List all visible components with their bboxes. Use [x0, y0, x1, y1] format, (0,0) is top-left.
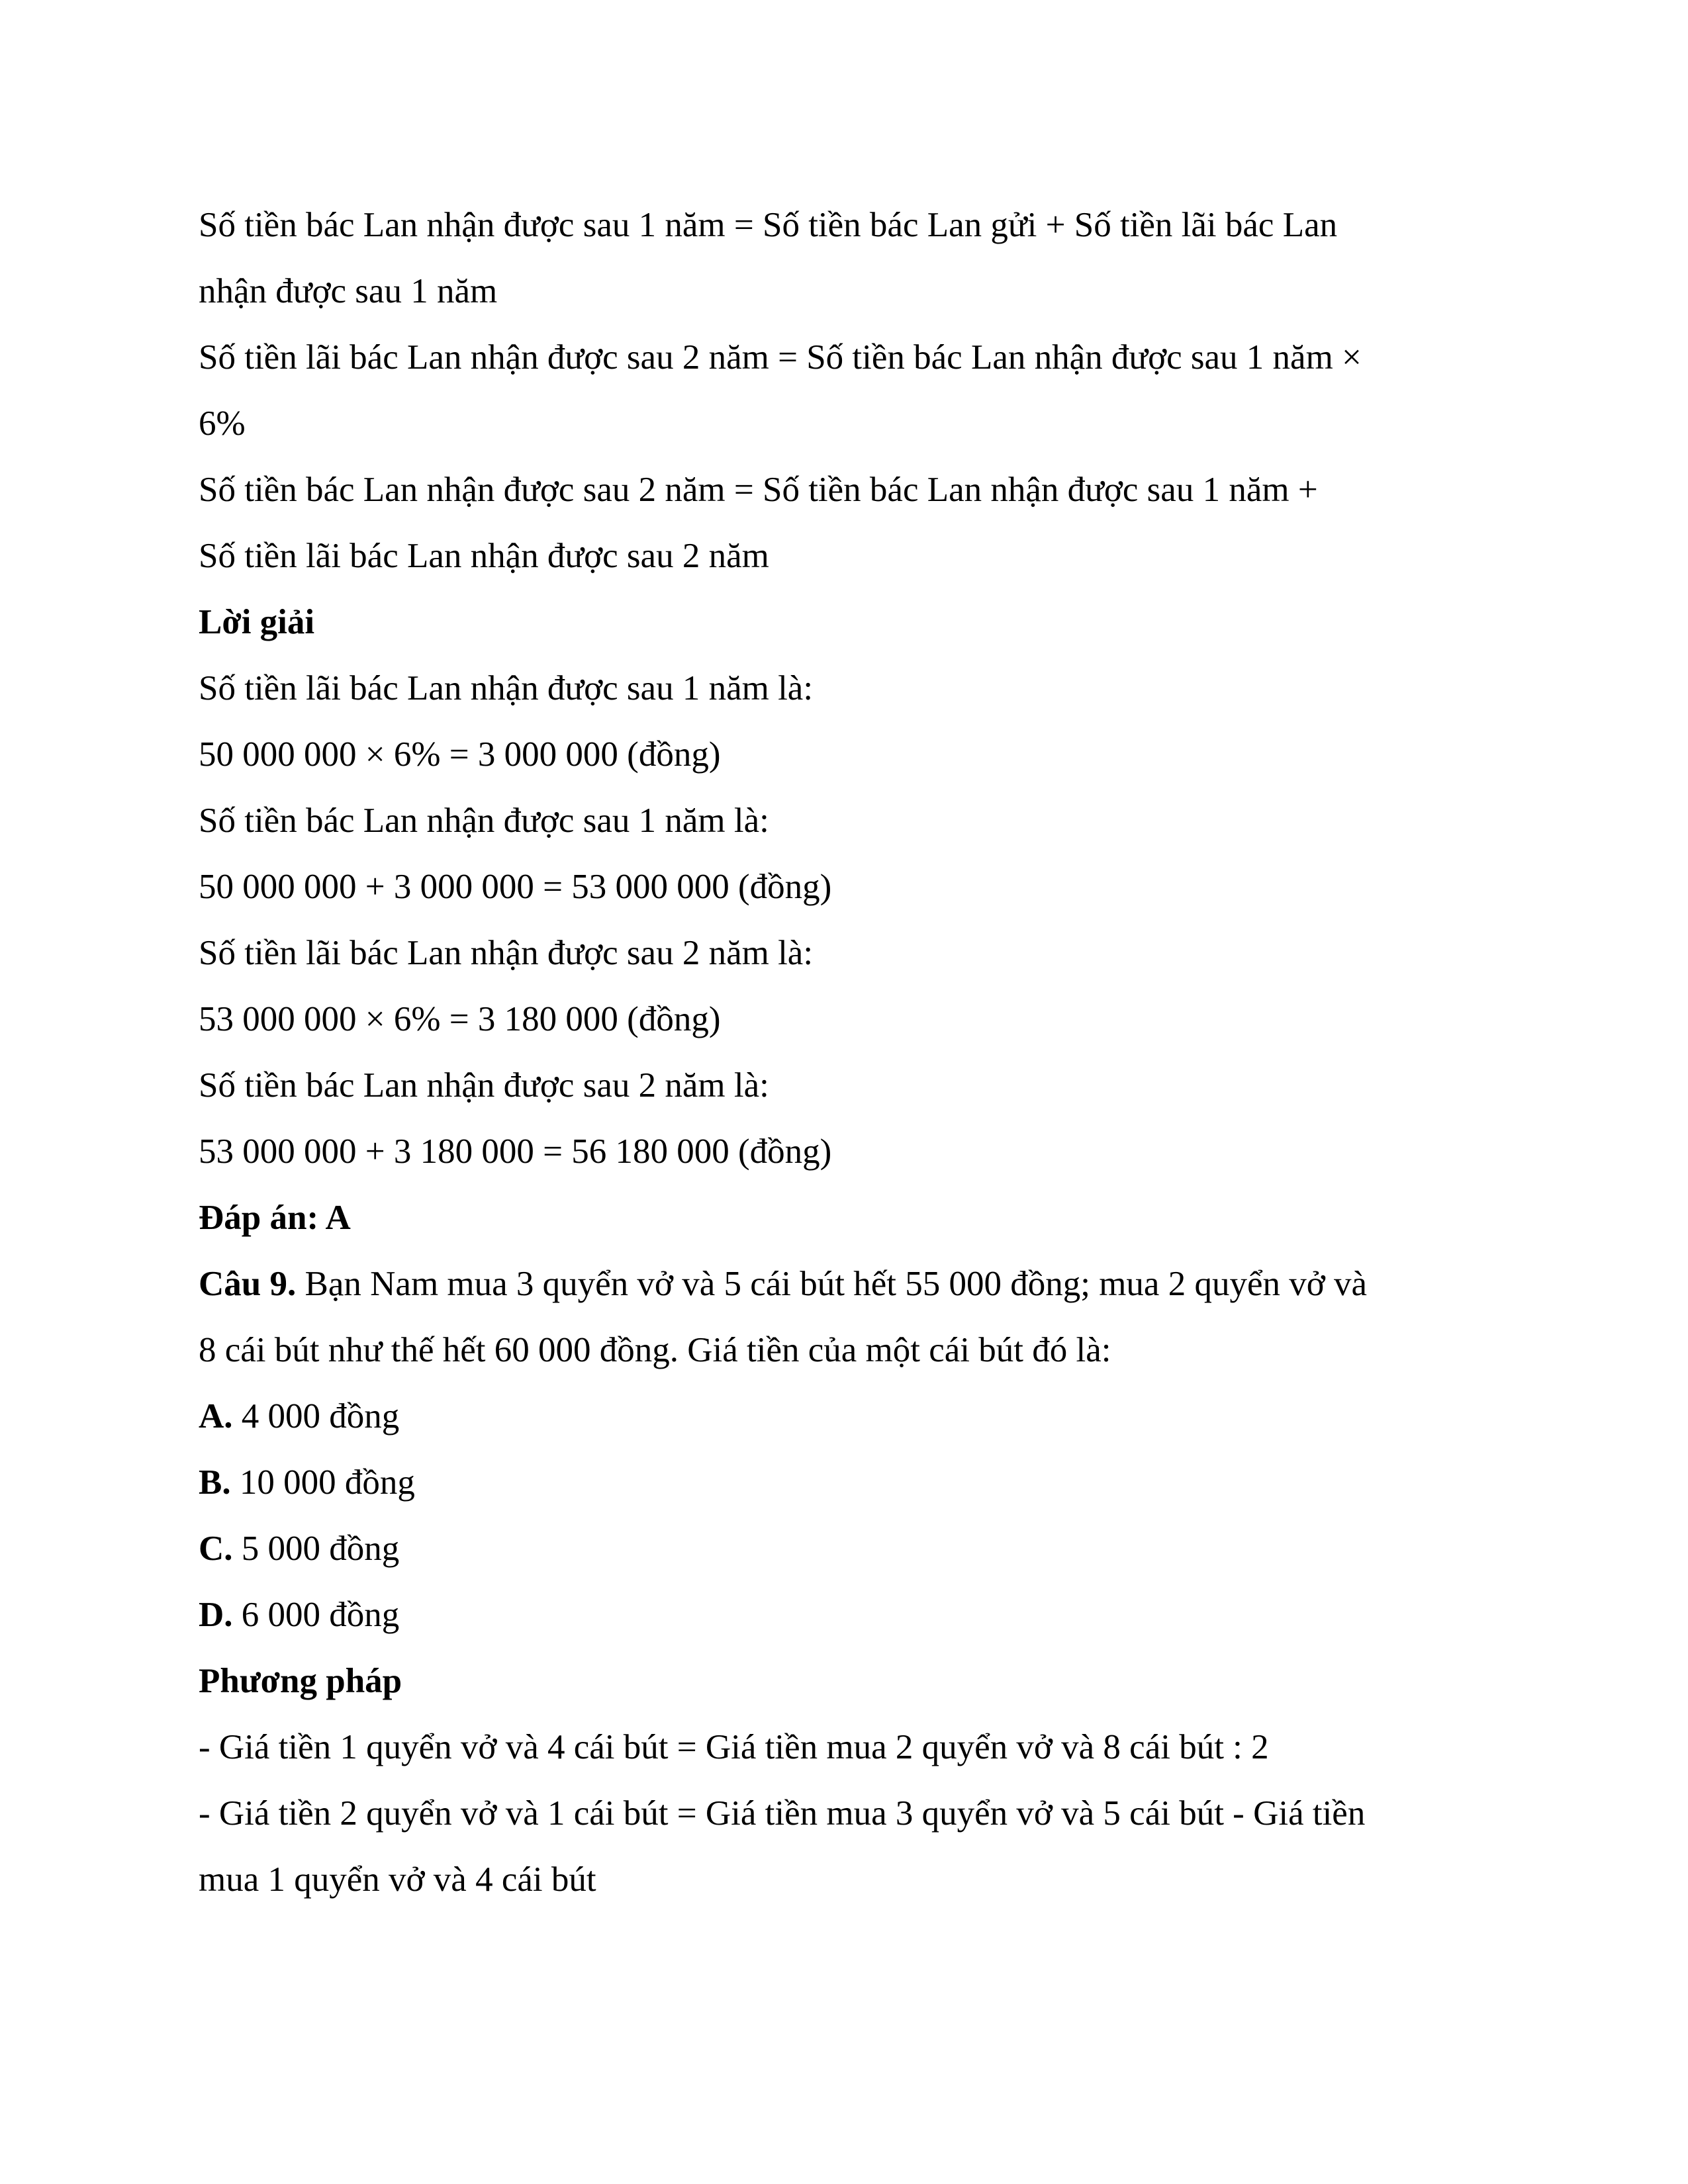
option-letter: D.: [199, 1596, 233, 1634]
method-line: Số tiền bác Lan nhận được sau 1 năm = Số tiền bác Lan gửi + Số tiền lãi bác Lan: [199, 206, 1338, 244]
answer-line: Đáp án: A: [199, 1199, 351, 1237]
option-text: 4 000 đồng: [232, 1397, 400, 1435]
method-line: Số tiền lãi bác Lan nhận được sau 2 năm: [199, 537, 769, 575]
option-text: 6 000 đồng: [232, 1596, 400, 1634]
method-line: 6%: [199, 404, 246, 443]
document-page: [199, 192, 1516, 1913]
method-heading: Phương pháp: [199, 1662, 402, 1700]
option-letter: C.: [199, 1529, 233, 1568]
method-line: nhận được sau 1 năm: [199, 272, 498, 310]
option-a: [199, 1383, 1516, 1449]
solution-step-calc: 50 000 000 + 3 000 000 = 53 000 000 (đồng): [199, 868, 832, 906]
question-9-line: 8 cái bút như thế hết 60 000 đồng. Giá tiền của một cái bút đó là:: [199, 1331, 1111, 1369]
solution-step-label: Số tiền lãi bác Lan nhận được sau 1 năm là:: [199, 669, 814, 707]
solution-step-label: Số tiền bác Lan nhận được sau 1 năm là:: [199, 801, 769, 840]
option-text: 10 000 đồng: [230, 1463, 415, 1502]
solution-step-label: Số tiền bác Lan nhận được sau 2 năm là:: [199, 1066, 769, 1105]
solution-step-label: Số tiền lãi bác Lan nhận được sau 2 năm là:: [199, 934, 814, 972]
solution-step-calc: 50 000 000 × 6% = 3 000 000 (đồng): [199, 735, 721, 774]
solution-step-calc: 53 000 000 × 6% = 3 180 000 (đồng): [199, 1000, 721, 1038]
question-text: Bạn Nam mua 3 quyển vở và 5 cái bút hết 55 000 đồng; mua 2 quyển vở và: [296, 1265, 1368, 1303]
method-line: - Giá tiền 2 quyển vở và 1 cái bút = Giá tiền mua 3 quyển vở và 5 cái bút - Giá tiền: [199, 1794, 1366, 1833]
method-line: mua 1 quyển vở và 4 cái bút: [199, 1860, 596, 1899]
option-letter: A.: [199, 1397, 233, 1435]
method-line: - Giá tiền 1 quyển vở và 4 cái bút = Giá tiền mua 2 quyển vở và 8 cái bút : 2: [199, 1728, 1269, 1766]
method-line: Số tiền bác Lan nhận được sau 2 năm = Số tiền bác Lan nhận được sau 1 năm +: [199, 471, 1318, 509]
solution-heading: Lời giải: [199, 603, 315, 641]
option-c: [199, 1516, 1516, 1582]
question-9-line: [199, 1251, 1516, 1317]
method-line: Số tiền lãi bác Lan nhận được sau 2 năm = Số tiền bác Lan nhận được sau 1 năm ×: [199, 338, 1362, 377]
option-text: 5 000 đồng: [232, 1529, 400, 1568]
solution-step-calc: 53 000 000 + 3 180 000 = 56 180 000 (đồng): [199, 1132, 832, 1171]
option-letter: B.: [199, 1463, 231, 1502]
option-d: [199, 1582, 1516, 1648]
option-b: [199, 1449, 1516, 1516]
question-number: Câu 9.: [199, 1265, 297, 1303]
